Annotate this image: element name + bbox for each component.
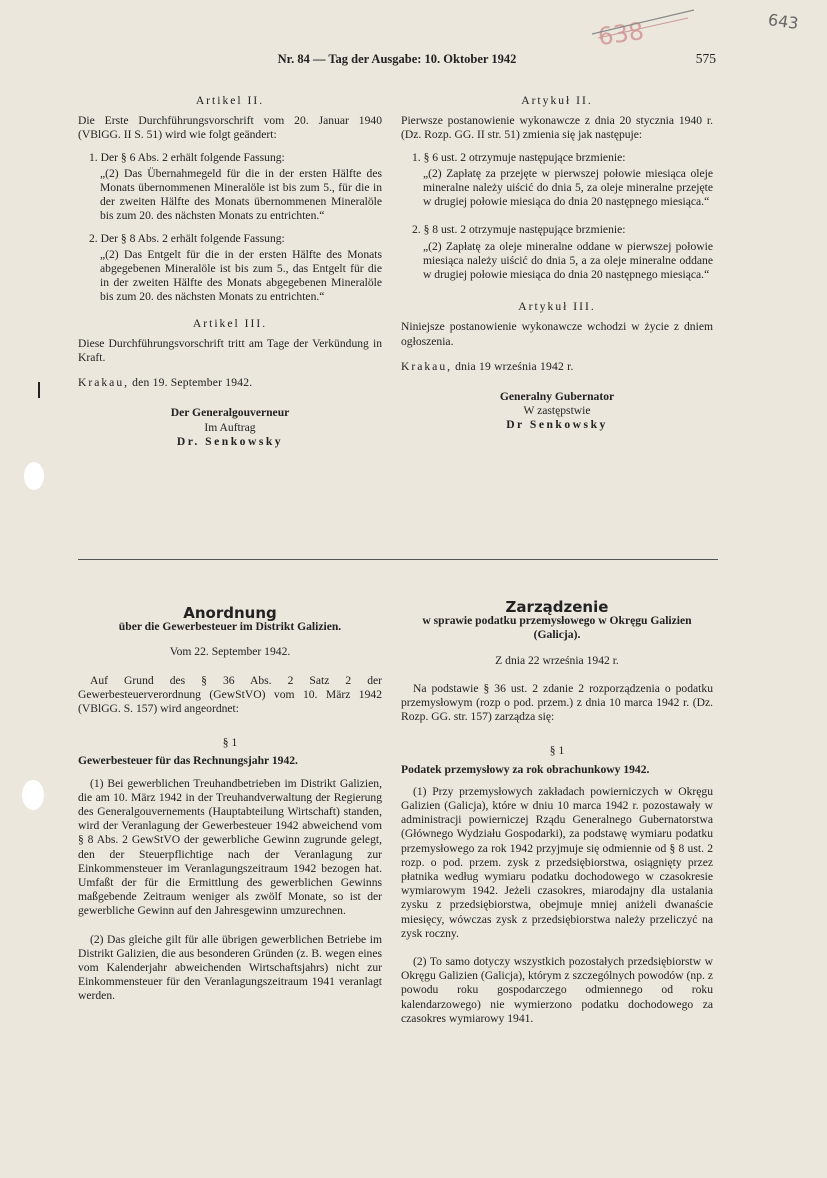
- item-quote: „(2) Das Übernahmegeld für die in der ersten Hälfte des Monats übernommenen Mineralöle ist bis zum 5., für die in der zweiten Hälfte des Monats übernommenen Mineralöle bis zum 20. des nächsten Monats zu entrichten.“: [100, 166, 382, 223]
- margin-mark: [38, 382, 40, 398]
- signature-name: Dr Senkowsky: [506, 418, 608, 432]
- german-ordinance-column: [78, 598, 382, 1004]
- page-header: [78, 52, 716, 72]
- signature-line: W zastępstwie: [523, 404, 591, 418]
- article-heading: Artykuł II.: [521, 94, 593, 107]
- signature-block: [78, 406, 382, 449]
- paragraph: (2) Das gleiche gilt für alle übrigen gewerblichen Betriebe im Distrikt Galizien, die aus besonderen Gründen (z. B. wegen eines vom Kalenderjahr abweichenden Wirtschaftsjahrs) nicht zur Einkommensteuer für den Veranlagungszeitraum 1941 veranlagt werden.: [78, 932, 382, 1003]
- list-item: [78, 151, 382, 224]
- article-intro: Die Erste Durchführungsvorschrift vom 20. Januar 1940 (VBlGG. II S. 51) wird wie folgt geändert:: [78, 114, 382, 142]
- paragraph: (1) Bei gewerblichen Treuhandbetrieben im Distrikt Galizien, die am 10. März 1942 in der Treuhandverwaltung der Regierung des Generalgouvernements (Hauptabteilung Wirtschaft) standen, wird der Veranlagung der Gewerbesteuer 1942 abweichend vom § 8 Abs. 2 GewStVO der gewerbliche Gewinn zugrunde gelegt, den der Steuerpflichtige nach der Veranlagung zur Einkommensteuer im Veranlagungszeitraum 1942 bezogen hat. Umfaßt der für die Ermittlung des gewerblichen Gewinns maßgebende Zeitraum weniger als zwölf Monate, so ist der gewerbliche Gewinn auf den Jahresgewinn umzurechnen.: [78, 776, 382, 918]
- page-number: 575: [695, 51, 716, 66]
- section-number: § 1: [222, 736, 238, 750]
- signature-line: Im Auftrag: [204, 420, 256, 434]
- section-heading: Gewerbesteuer für das Rechnungsjahr 1942.: [78, 754, 298, 768]
- ordinance-date: Z dnia 22 września 1942 r.: [495, 653, 619, 667]
- item-heading: 1. § 6 ust. 2 otrzymuje następujące brzmienie:: [412, 150, 626, 164]
- ordinance-date: Vom 22. September 1942.: [169, 645, 291, 659]
- section-heading: Podatek przemysłowy za rok obrachunkowy 1942.: [401, 762, 650, 776]
- signature-title: Der Generalgouverneur: [170, 406, 290, 420]
- issue-line: Nr. 84 — Tag der Ausgabe: 10. Oktober 1942: [277, 52, 517, 66]
- handwritten-page-number: 643: [766, 9, 800, 34]
- list-item: [78, 232, 382, 305]
- item-quote: „(2) Zapłatę za oleje mineralne oddane w pierwszej połowie miesiąca należy uiścić do dnia 5, a za oleje mineralne oddane w drugiej połowie miesiąca do dnia 20 następnego miesiąca.“: [423, 239, 713, 282]
- signature-title: Generalny Gubernator: [499, 390, 615, 404]
- list-item: [401, 151, 713, 210]
- article-heading: Artikel II.: [195, 94, 265, 107]
- item-heading: 2. Der § 8 Abs. 2 erhält folgende Fassung:: [89, 231, 285, 245]
- section-divider: [78, 559, 718, 560]
- signature-block: [401, 390, 713, 433]
- article-body: Niniejsze postanowienie wykonawcze wchodzi w życie z dniem ogłoszenia.: [401, 320, 713, 348]
- ordinance-title: Zarządzenie: [505, 598, 609, 616]
- place-date: Krakau, dnia 19 września 1942 r.: [401, 359, 574, 373]
- amendment-list: [401, 151, 713, 283]
- crossed-out-number: 638: [596, 16, 646, 52]
- item-quote: „(2) Das Entgelt für die in der ersten Hälfte des Monats abgegebenen Mineralöle ist bis zum 5., das Entgelt für die in der zweiten Hälfte des Monats abgegebenen Mineralöle bis zum 20. des nächsten Monats zu entrichten.“: [100, 247, 382, 304]
- polish-ordinance-column: [401, 592, 713, 1026]
- ordinance-subtitle: über die Gewerbesteuer im Distrikt Galizien.: [118, 620, 342, 634]
- item-quote: „(2) Zapłatę za przejęte w pierwszej połowie miesiąca oleje mineralne należy uiścić do dnia 5, za oleje mineralne przejęte w drugiej połowie miesiąca do dnia 20 następnego miesiąca.“: [423, 166, 713, 209]
- place-date: Krakau, den 19. September 1942.: [78, 376, 253, 390]
- section-number: § 1: [549, 744, 565, 758]
- signature-name: Dr. Senkowsky: [176, 434, 284, 448]
- article-body: Diese Durchführungsvorschrift tritt am Tage der Verkündung in Kraft.: [78, 336, 382, 365]
- item-heading: 2. § 8 ust. 2 otrzymuje następujące brzmienie:: [412, 223, 626, 237]
- paragraph: (2) To samo dotyczy wszystkich pozostałych przedsiębiorstw w Okręgu Galizien (Galicja), którym z szczególnych powodów (np. z powodu roku gospodarczego odmiennego od roku kalendarzowego) nie wymierzono podatku dochodowego za czasokres wymiarowy 1941.: [401, 955, 713, 1025]
- item-heading: 1. Der § 6 Abs. 2 erhält folgende Fassung:: [89, 150, 285, 164]
- amendment-list: [78, 151, 382, 305]
- pencil-strike-icon: [588, 4, 698, 40]
- paragraph: (1) Przy przemysłowych zakładach powierniczych w Okręgu Galizien (Galicja), które w dniu 10 marca 1942 r. pozostawały w administracji powierniczej Rządu Generalnego Gubernatorstwa (Głównego Wydziału Gospodarki), za podstawę wymiaru podatku przemysłowego za rok 1942 przyjmuje się odmiennie od § 8 ust. 2 rozp. o pod. przem. zysk z przedsiębiorstwa, osiągnięty przez płatnika według wymiaru podatku dochodowego w czasokresie wymiarowym 1942. Jeżeli czasokres, miarodajny dla ustalania zysku z przedsiębiorstwa, obejmuje mniej aniżeli dwanaście miesięcy, wówczas zysk z przedsiębiorstwa należy przeliczyć na zysk roczny.: [401, 784, 713, 940]
- punch-hole: [24, 462, 44, 490]
- ordinance-subtitle: w sprawie podatku przemysłowego w Okręgu Galizien (Galicja).: [422, 614, 692, 642]
- article-heading: Artikel III.: [192, 316, 268, 330]
- article-heading: Artykuł III.: [518, 300, 596, 314]
- ordinance-title: Anordnung: [183, 604, 277, 622]
- ordinance-preamble: Auf Grund des § 36 Abs. 2 Satz 2 der Gewerbesteuerverordnung (GewStVO) vom 10. März 1942 (VBlGG. S. 157) wird angeordnet:: [78, 673, 382, 716]
- punch-hole: [22, 780, 44, 810]
- german-articles-column: [78, 94, 382, 449]
- polish-articles-column: [401, 94, 713, 433]
- list-item: [401, 223, 713, 282]
- article-intro: Pierwsze postanowienie wykonawcze z dnia 20 stycznia 1940 r. (Dz. Rozp. GG. II str. 51) zmienia się jak następuje:: [401, 114, 713, 142]
- ordinance-preamble: Na podstawie § 36 ust. 2 zdanie 2 rozporządzenia o podatku przemysłowym (rozp o pod. przem.) z dnia 10 marca 1942 r. (Dz. Rozp. GG. str. 157) zarządza się:: [401, 681, 713, 724]
